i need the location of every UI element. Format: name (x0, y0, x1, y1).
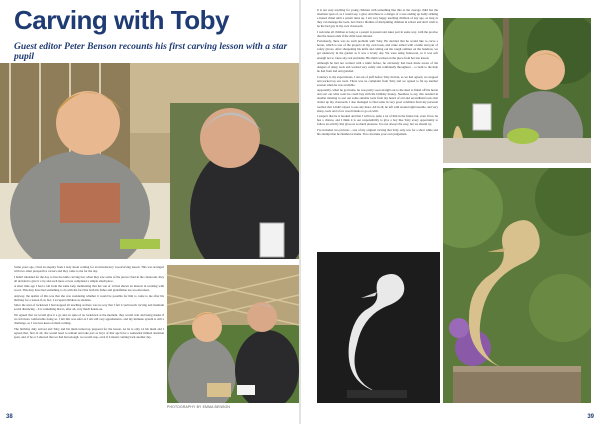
photo-lesson-together (167, 265, 299, 403)
right-column-1: It is not easy teaching for young children with something like this as the average child has the attention span of, as I would say, a gnat. And there is a danger of a sore ending up badly striking a honed chisel until a parent turns up. I am very happy teaching children of any age, as long as they can manage the tools, but I had a lifetime of disciplining children in school and don't wish to be the bad guy in my own classroom. I welcome all children as long as a parent is present and takes part in some way, with the proviso that the lesson ends if the child loses interest. Fortunately, there was no such problem with Toby. He decided that he would like to carve a heron, which is one of the projects in my own book, and came armed with a knife and pair of safety gloves. After sharpening his knife and cutting out the rough outlines on the bandsaw, we got underway in the garden as it was a lovely day. We were using basswood, so it was soft enough not to cause any real problems. His mum worked on the piece from her last lesson. Although he had not worked with a knife before, he obviously had been made aware of the dangers of sharp tools and worked very safely and confidently throughout – a credit to the help he had from dad and grandad. Contrary to my expectations, I ran out of puff before Toby did but, as we had agreed, we stopped and packed up our tools. There was no complaint from Toby and we agreed to fix up another session when he was available. Apparently, when he got home, he was pretty soon straight out to the shed to finish off his heron and sort out what tools he could buy with his birthday money. Needless to say, this resulted in another meeting to sort out some suitable tools from my hoard of old and secondhand tools that clutter up my classroom. I also managed to find some in very good condition from my personal toolbox that I didn't expect to use any more. All in all, he left with around eight useable, and very sharp, tools and a few wood blanks to go on with. I suspect that he is hooked and that I will now quite a lot of him in the future but, even if not, he has a chance, and I think it is our responsibility to give a boy like Toby every opportunity to follow an activity that gives us so much pleasure. It is not always the easy, but we should try. I've included two pictures – one of my original carving that Toby only saw for a short while and his attempt that he finished at home. You can make your own judgement. (317, 8, 438, 136)
article-title: Carving with Toby (14, 5, 229, 35)
photo-toby-carving (0, 63, 299, 259)
photo-toby-glove (443, 18, 591, 163)
page-number-right: 39 (587, 414, 594, 420)
article-standfirst: Guest editor Peter Benson recounts his first carving lesson with a star pupil (14, 42, 288, 62)
spread-gutter (299, 0, 301, 424)
photo-wood-heron (443, 168, 591, 403)
left-column-1: Some years ago, I had an enquiry from a lady about coming for an introductory woodcarving lesson. This was arranged with two other prospective carvers and they came to me for the day. I hadn't intended for the day to involve knife carving but, when they saw some of the pieces I had in the classroom, they all decided to give it a try and each more or less completed a simple small piece. A short time ago I had a call from the same lady, mentioning that her son of 14 had shown an interest in working with wood. This may have had something to do with the fact that both his father and grandfather are woodworkers. Anyway, the upshot of this was that she was wondering whether it would be possible for him to come to me after his birthday for a lesson if, in fact, I accepted children as students. Since the start of lockdown I had stopped all teaching as there was no way that I felt I could teach carving and maintain social distancing – it is something that is, after all, very much hands-on. We agreed that we would give it a go and, in spite of no lockdown at the moment, they would wait and being masks if we felt more comfortable doing so. I felt this was safer as I am still very apprehensive, and my immune system is still a challenge, so I was less keen on them coming. The birthday duly arrived and Toby and his mum turned up prepared for the lesson. As he is only 14 his mum and I agreed that, first of all, she would need to remain and take part as boys of that age have a somewhat limited attention span, and, if he or I showed that we had had enough, we would stop, even if it meant coming back another day. (14, 265, 164, 339)
page-number-left: 38 (6, 414, 13, 420)
photo-credit: PHOTOGRAPHY BY EMMA BENSON (167, 405, 231, 409)
photo-white-heron (317, 252, 440, 403)
